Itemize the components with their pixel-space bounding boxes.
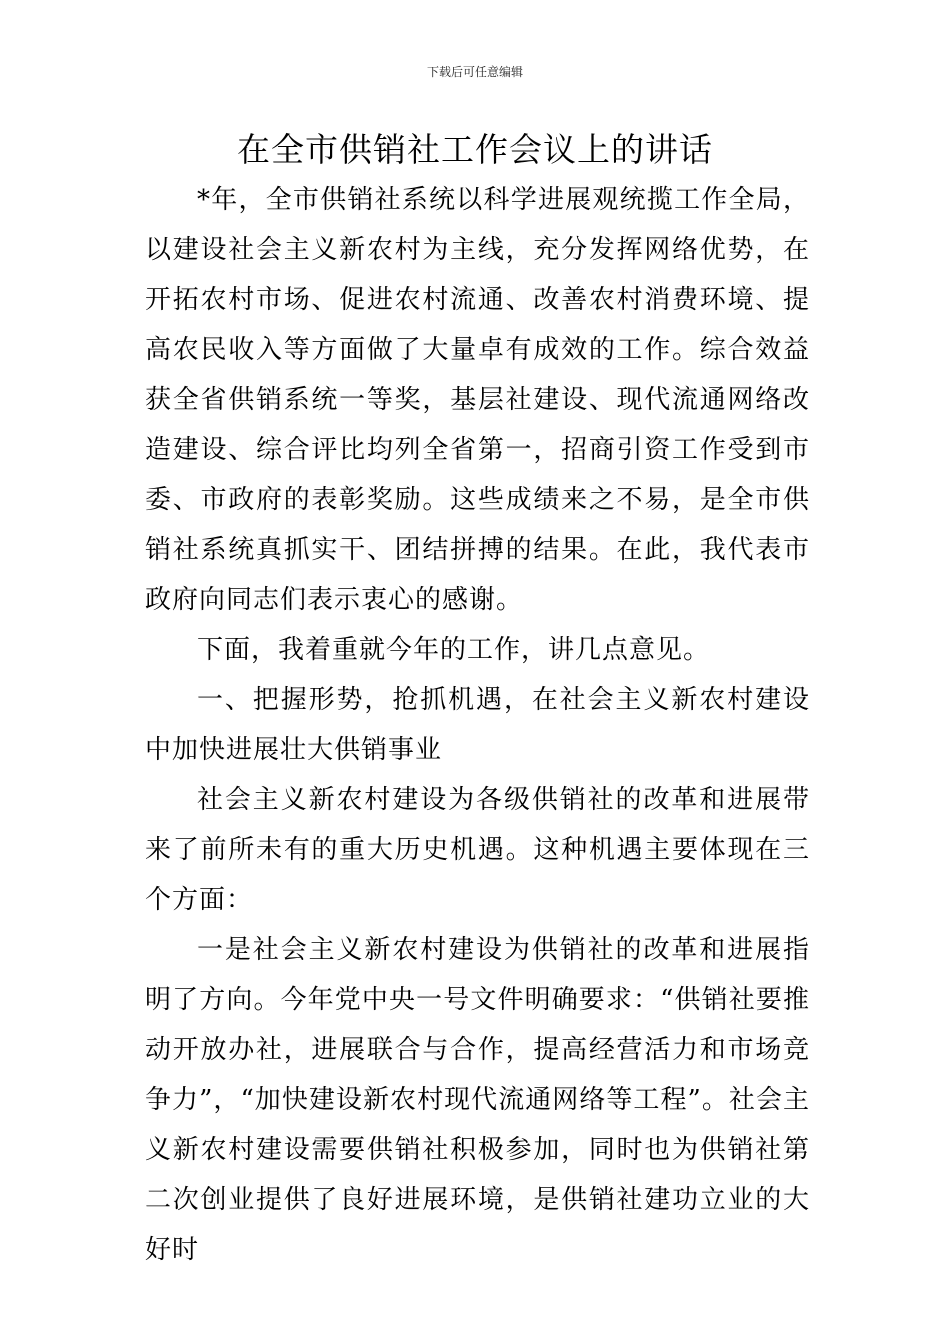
paragraph: 一是社会主义新农村建设为供销社的改革和进展指明了方向。今年党中央一号文件明确要求：“供销社要推动开放办社，进展联合与合作，提高经营活力和市场竞争力”，“加快建设新农村现代流通网络等工程”。社会主义新农村建设需要供销社积极参加，同时也为供销社第二次创业提供了良好进展环境，是供销社建功立业的大好时: [145, 935, 810, 1265]
paragraph: 社会主义新农村建设为各级供销社的改革和进展带来了前所未有的重大历史机遇。这种机遇主要体现在三个方面：: [145, 785, 810, 915]
paragraph: 下面，我着重就今年的工作，讲几点意见。: [197, 635, 711, 665]
header-note: 下载后可任意编辑: [426, 65, 523, 79]
document-title: 在全市供销社工作会议上的讲话: [237, 130, 713, 169]
section-heading: 一、把握形势，抢抓机遇，在社会主义新农村建设中加快进展壮大供销事业: [145, 685, 810, 765]
document-body: [145, 175, 810, 1275]
paragraph: *年，全市供销社系统以科学进展观统揽工作全局，以建设社会主义新农村为主线，充分发挥网络优势，在开拓农村市场、促进农村流通、改善农村消费环境、提高农民收入等方面做了大量卓有成效的工作。综合效益获全省供销系统一等奖，基层社建设、现代流通网络改造建设、综合评比均列全省第一，招商引资工作受到市委、市政府的表彰奖励。这些成绩来之不易，是全市供销社系统真抓实干、团结拼搏的结果。在此，我代表市政府向同志们表示衷心的感谢。: [145, 185, 810, 615]
